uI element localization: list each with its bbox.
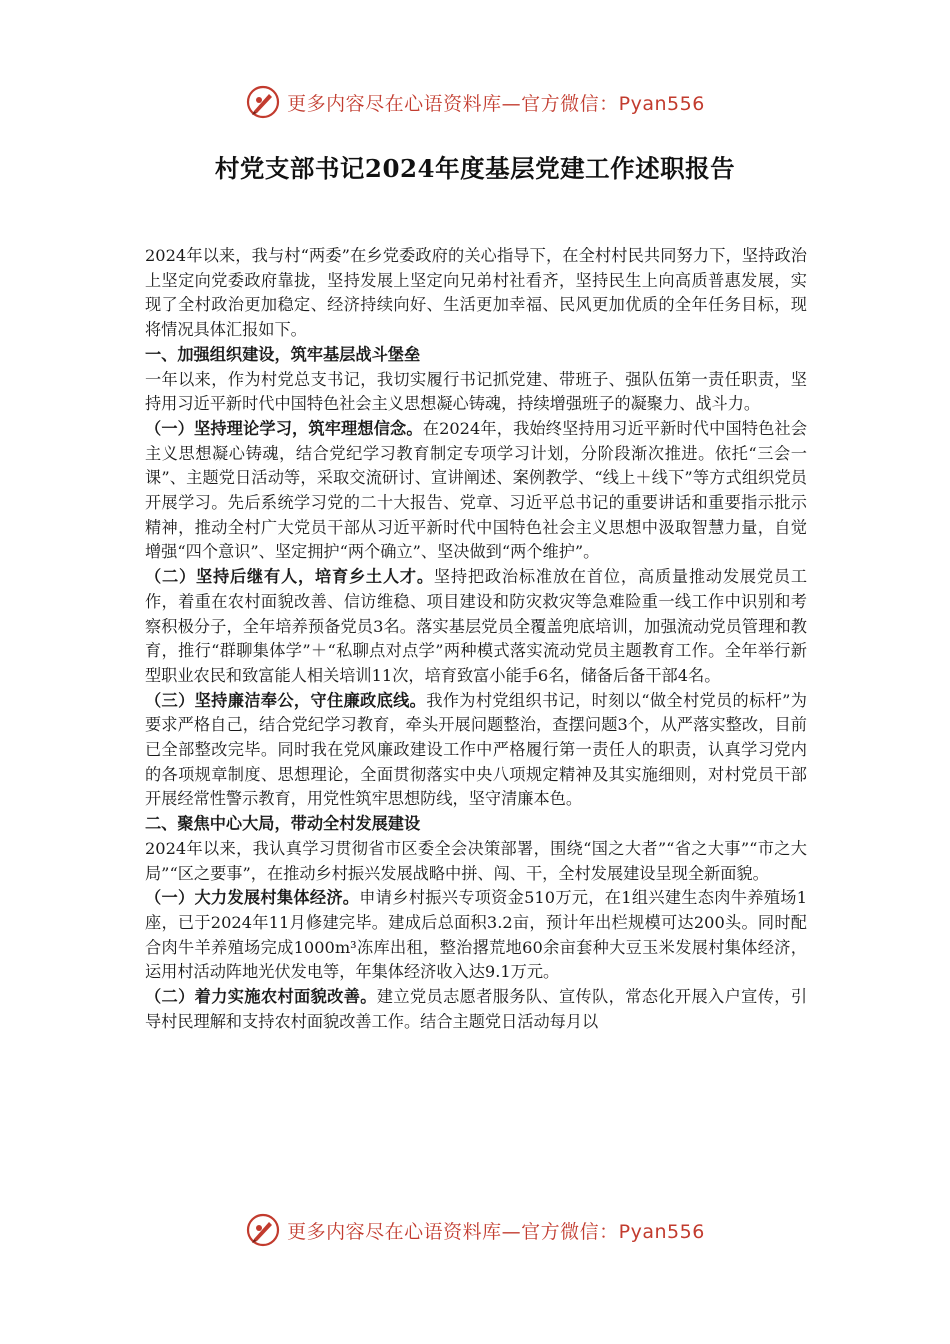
paragraph: （二）坚持后继有人，培育乡土人才。坚持把政治标准放在首位，高质量推动发展党员工作，着重在农村面貌改善、信访维稳、项目建设和防灾救灾等急难险重一线工作中识别和考察积极分子，全年培养预备党员3名。落实基层党员全覆盖兜底培训，加强流动党员管理和教育，推行“群聊集体学”＋“私聊点对点学”两种模式落实流动党员主题教育工作。全年举行新型职业农民和致富能人相关培训11次，培育致富小能手6名，储备后备干部4名。: [145, 567, 808, 685]
paragraph-lead: （三）坚持廉洁奉公，守住廉政底线。: [145, 690, 427, 710]
document-title: 村党支部书记2024年度基层党建工作述职报告: [214, 154, 736, 183]
banner-text: 更多内容尽在心语资料库—官方微信：Pyan556: [287, 92, 705, 115]
pen-logo-icon: [245, 1212, 281, 1248]
header-banner: [0, 82, 950, 122]
paragraph: 一年以来，作为村党总支书记，我切实履行书记抓党建、带班子、强队伍第一责任职责，坚持用习近平新时代中国特色社会主义思想凝心铸魂，持续增强班子的凝聚力、战斗力。: [145, 369, 807, 414]
pen-logo-icon: [245, 84, 281, 120]
paragraph-lead: （二）着力实施农村面貌改善。: [145, 987, 377, 1007]
paragraph-lead: （一）坚持理论学习，筑牢理想信念。: [145, 418, 423, 438]
footer-banner: [0, 1210, 950, 1250]
paragraph: （三）坚持廉洁奉公，守住廉政底线。我作为村党组织书记，时刻以“做全村党员的标杆”为要求严格自己，结合党纪学习教育，牵头开展问题整治，查摆问题3个，从严落实整改，目前已全部整改完毕。同时我在党风廉政建设工作中严格履行第一责任人的职责，认真学习党内的各项规章制度、思想理论，全面贯彻落实中央八项规定精神及其实施细则，对村党员干部开展经常性警示教育，用党性筑牢思想防线，坚守清廉本色。: [145, 690, 807, 809]
section-heading-2: 二、聚焦中心大局，带动全村发展建设: [145, 814, 421, 834]
banner-text: 更多内容尽在心语资料库—官方微信：Pyan556: [287, 1220, 705, 1243]
paragraph: （一）大力发展村集体经济。申请乡村振兴专项资金510万元，在1组兴建生态肉牛养殖场1座，已于2024年11月修建完毕。建成后总面积3.2亩，预计年出栏规模可达200头。同时配合肉牛羊养殖场完成1000m³冻库出租，整治撂荒地60余亩套种大豆玉米发展村集体经济，运用村活动阵地光伏发电等，年集体经济收入达9.1万元。: [145, 888, 807, 982]
paragraph: （一）坚持理论学习，筑牢理想信念。在2024年，我始终坚持用习近平新时代中国特色社会主义思想凝心铸魂，结合党纪学习教育制定专项学习计划，分阶段渐次推进。依托“三会一课”、主题党日活动等，采取交流研讨、宣讲阐述、案例教学、“线上＋线下”等方式组织党员开展学习。先后系统学习党的二十大报告、党章、习近平总书记的重要讲话和重要指示批示精神，推动全村广大党员干部从习近平新时代中国特色社会主义思想中汲取智慧力量，自觉增强“四个意识”、坚定拥护“两个确立”、坚决做到“两个维护”。: [145, 418, 808, 562]
paragraph-lead: （二）坚持后继有人，培育乡土人才。: [145, 567, 434, 587]
paragraph: （二）着力实施农村面貌改善。建立党员志愿者服务队、宣传队，常态化开展入户宣传，引导村民理解和支持农村面貌改善工作。结合主题党日活动每月以: [145, 987, 808, 1031]
paragraph: 2024年以来，我认真学习贯彻省市区委全会决策部署，围绕“国之大者”“省之大事”“市之大局”“区之要事”，在推动乡村振兴发展战略中拼、闯、干，全村发展建设呈现全新面貌。: [145, 838, 807, 883]
section-heading-1: 一、加强组织建设，筑牢基层战斗堡垒: [145, 344, 421, 364]
paragraph-lead: （一）大力发展村集体经济。: [145, 888, 360, 908]
paragraph-intro: 2024年以来，我与村“两委”在乡党委政府的关心指导下，在全村村民共同努力下，坚持政治上坚定向党委政府靠拢，坚持发展上坚定向兄弟村社看齐，坚持民生上向高质普惠发展，实现了全村政治更加稳定、经济持续向好、生活更加幸福、民风更加优质的全年任务目标，现将情况具体汇报如下。: [145, 246, 807, 340]
document-body: [145, 244, 807, 1035]
